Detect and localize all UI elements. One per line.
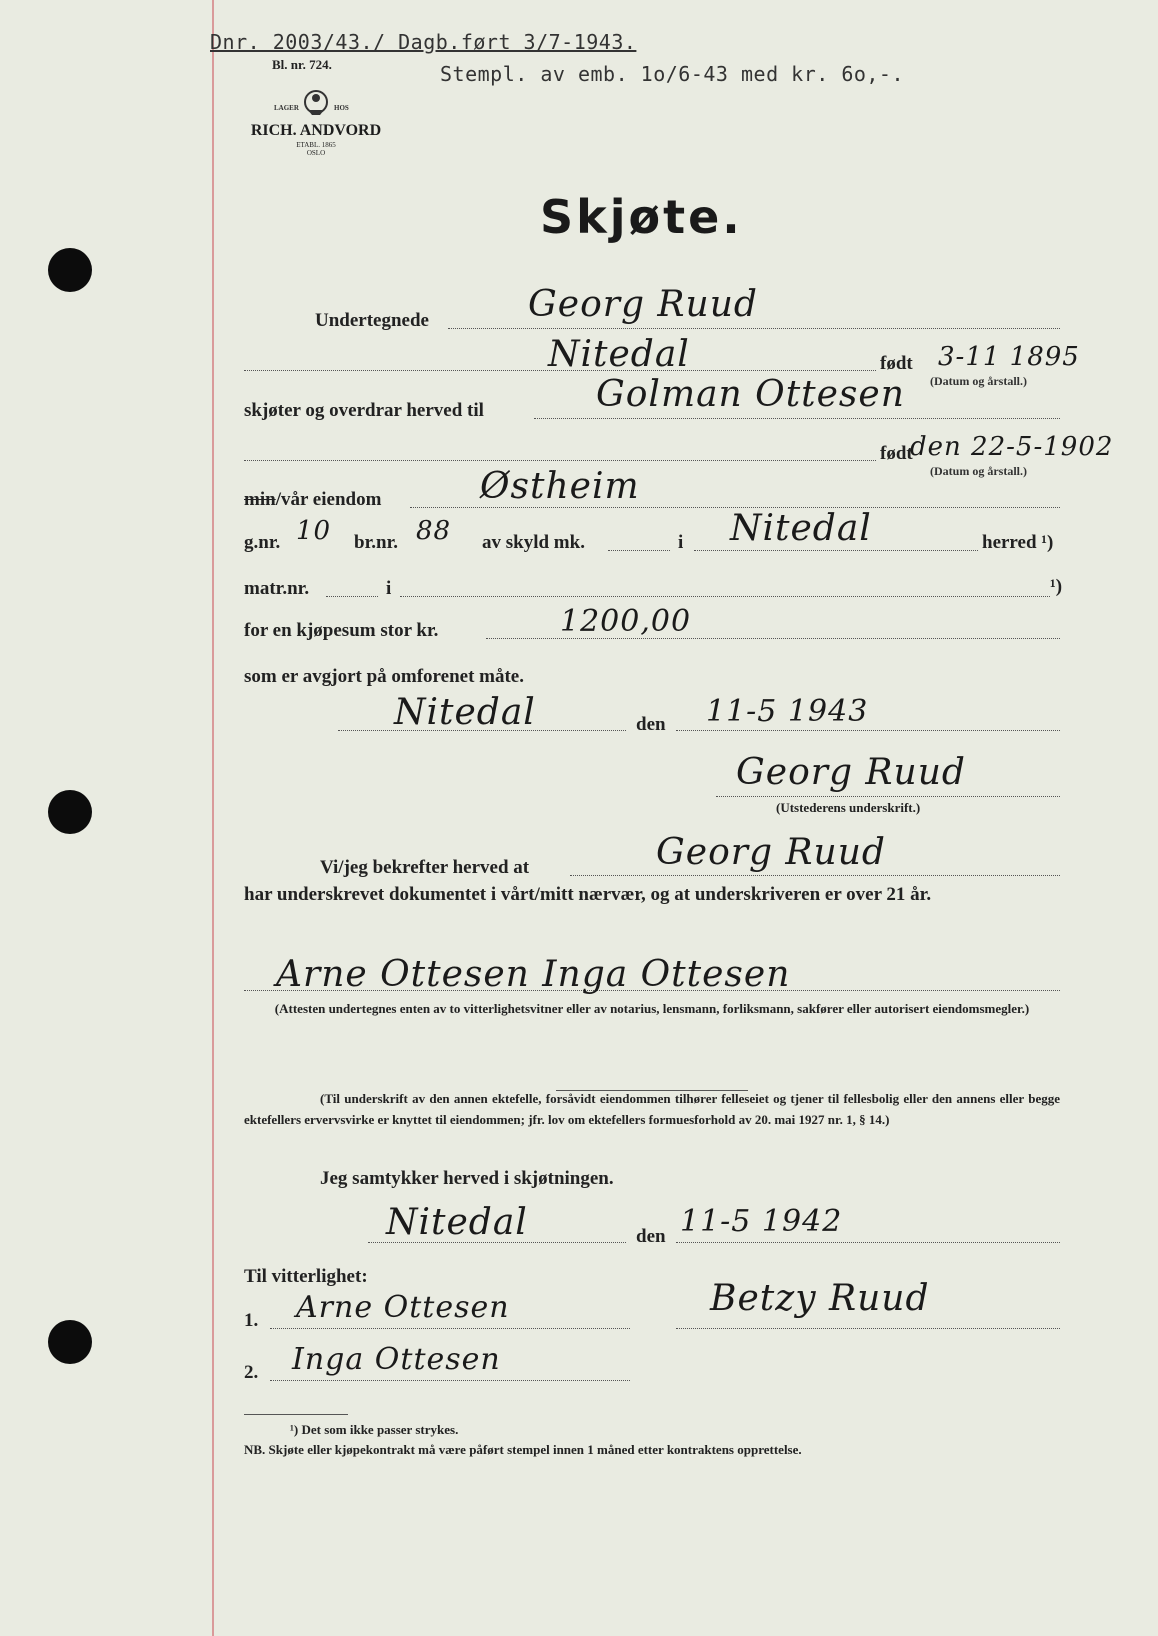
- witness-prefix: Vi/jeg bekrefter herved at: [320, 857, 530, 878]
- witness2-signature: Inga Ottesen: [292, 1342, 501, 1377]
- seller-born-label: født: [880, 353, 913, 374]
- punch-hole: [48, 1320, 92, 1364]
- punch-hole: [48, 790, 92, 834]
- herred-label: herred ¹): [982, 532, 1054, 553]
- agreed-text: som er avgjort på omforenet måte.: [244, 666, 524, 687]
- witness-statement-name: Georg Ruud: [656, 832, 886, 873]
- witness-note: (Attesten undertegnes enten av to vitterlighetsvitner eller av notarius, lensmann, forliksmann, sakfører eller autorisert eiendomsmegler.): [274, 1001, 1030, 1016]
- signing1-place: Nitedal: [394, 692, 536, 733]
- date1-line: [676, 730, 1060, 731]
- matr-footnote-mark: ¹): [1050, 576, 1063, 597]
- logo-city: OSLO: [306, 149, 326, 157]
- seller-born-date: 3-11 1895: [938, 342, 1080, 372]
- spouse-signature: Betzy Ruud: [710, 1278, 930, 1319]
- punch-hole: [48, 248, 92, 292]
- skyld-label: av skyld mk.: [482, 532, 585, 553]
- matr-line: [326, 596, 378, 597]
- document-title: Skjøte.: [540, 190, 743, 244]
- witness2-line: [270, 1380, 630, 1381]
- spouse-place: Nitedal: [386, 1202, 528, 1243]
- herred-line: [694, 550, 978, 551]
- witness-signatures: Arne Ottesen Inga Ottesen: [276, 954, 791, 995]
- spouse-note: (Til underskrift av den annen ektefelle, forsåvidt eiendommen tilhører felleseiet og tjener til fellesbolig eller den annens eller begge ektefellers ervervsvirke er knyttet til eiendommen; jfr. lov om ektefellers formuesforhold av 20. mai 1927 nr. 1, § 14.): [244, 1091, 1060, 1127]
- date2-line: [676, 1242, 1060, 1243]
- signature1-line: [716, 796, 1060, 797]
- witness-label: Til vitterlighet:: [244, 1266, 368, 1287]
- bnr-label: br.nr.: [354, 532, 399, 553]
- price-label: for en kjøpesum stor kr.: [244, 620, 439, 641]
- witness2-number: 2.: [244, 1362, 259, 1383]
- witness1-signature: Arne Ottesen: [296, 1290, 510, 1325]
- matr-place-line: [400, 596, 1050, 597]
- skyld-line: [608, 550, 670, 551]
- stamp-note: Stempl. av emb. 1o/6-43 med kr. 6o,-.: [440, 62, 905, 86]
- seller-born-hint: (Datum og årstall.): [930, 374, 1027, 388]
- gnr-value: 10: [296, 516, 332, 546]
- matr-label: matr.nr.: [244, 578, 310, 599]
- seller-place: Nitedal: [548, 334, 690, 375]
- logo-name: RICH. ANDVORD: [250, 122, 382, 139]
- consent-text: Jeg samtykker herved i skjøtningen.: [320, 1168, 614, 1189]
- property-label: [244, 489, 381, 511]
- buyer-label: skjøter og overdrar herved til: [244, 400, 484, 421]
- signing1-den: den: [636, 714, 666, 735]
- property-name: Østheim: [480, 466, 640, 507]
- spouse-date: 11-5 1942: [680, 1204, 843, 1239]
- witness1-line: [270, 1328, 630, 1329]
- footnote: ¹) Det som ikke passer strykes.: [290, 1422, 459, 1437]
- seller-label: Undertegnede: [315, 310, 429, 331]
- logo-top-right: HOS: [334, 104, 349, 112]
- form-number: Bl. nr. 724.: [272, 57, 332, 72]
- herred-value: Nitedal: [730, 508, 872, 549]
- buyer-born-label: født: [880, 443, 913, 464]
- publisher-logo: [246, 84, 386, 160]
- footnote-rule: [244, 1414, 348, 1415]
- witness-rest: har underskrevet dokumentet i vårt/mitt nærvær, og at underskriveren er over 21 år.: [244, 884, 932, 905]
- signing1-date: 11-5 1943: [706, 694, 869, 729]
- price-value: 1200,00: [560, 604, 692, 639]
- signature1-caption: (Utstederens underskrift.): [776, 800, 921, 815]
- bnr-value: 88: [416, 516, 452, 546]
- logo-emblem-icon: [246, 84, 386, 120]
- buyer-born-hint: (Datum og årstall.): [930, 464, 1027, 478]
- property-label-struck: min: [244, 489, 276, 510]
- seller-name: Georg Ruud: [528, 284, 758, 325]
- matr-i: i: [386, 578, 392, 599]
- buyer-extra-line: [244, 460, 876, 461]
- signing1-signature: Georg Ruud: [736, 752, 966, 793]
- spouse-den: den: [636, 1226, 666, 1247]
- registry-line: Dnr. 2003/43./ Dagb.ført 3/7-1943.: [210, 30, 637, 54]
- buyer-name: Golman Ottesen: [596, 374, 905, 415]
- gnr-label: g.nr.: [244, 532, 281, 553]
- buyer-name-line: [534, 418, 1060, 419]
- witness-name-line: [570, 875, 1060, 876]
- i-label: i: [678, 532, 684, 553]
- witness1-number: 1.: [244, 1310, 259, 1331]
- seller-name-line: [448, 328, 1060, 329]
- nb-note: NB. Skjøte eller kjøpekontrakt må være påført stempel innen 1 måned etter kontraktens opprettelse.: [244, 1442, 802, 1457]
- buyer-born-date: den 22-5-1902: [910, 432, 1114, 462]
- property-label-rest: /vår eiendom: [275, 489, 382, 510]
- margin-rule: [212, 0, 214, 1636]
- logo-est: ETABL. 1865: [296, 141, 336, 149]
- spouse-signature-line: [676, 1328, 1060, 1329]
- logo-top-left: LAGER: [274, 104, 299, 112]
